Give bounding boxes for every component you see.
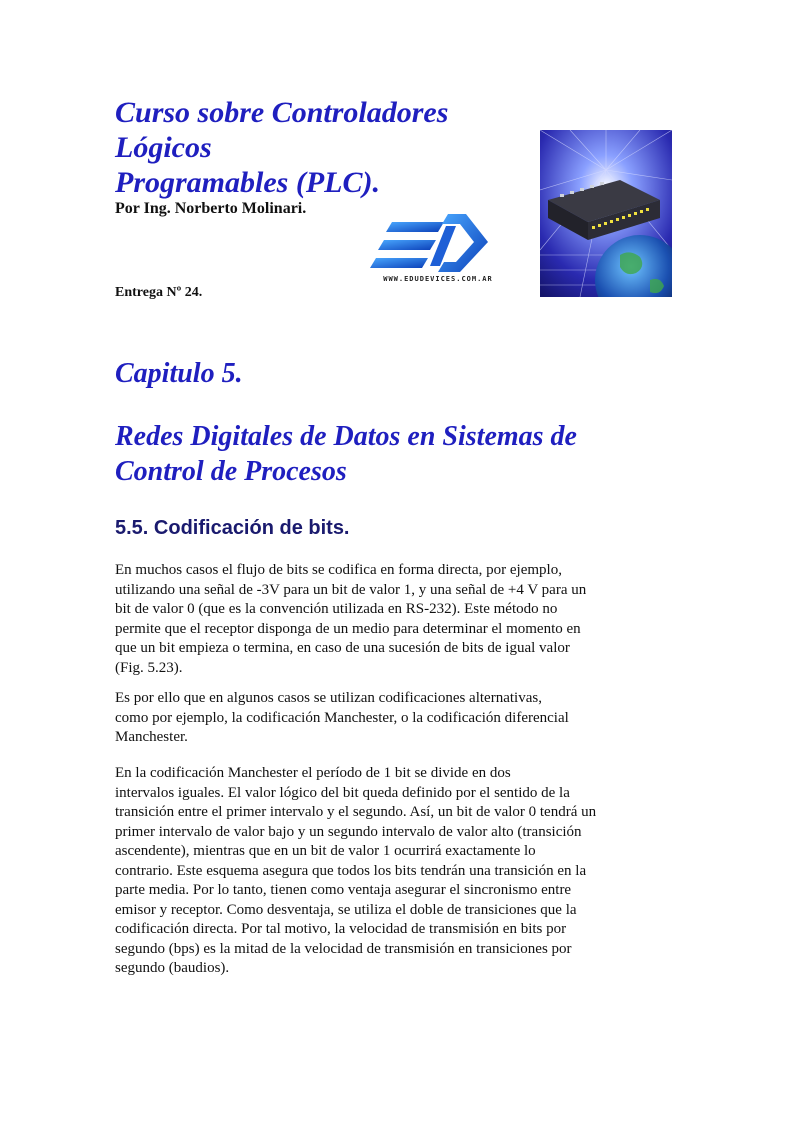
section-heading-line-2: Control de Procesos — [115, 456, 347, 487]
paragraph-line: segundo (baudios). — [115, 960, 230, 976]
paragraph-line: intervalos iguales. El valor lógico del bit queda definido por el sentido de la — [115, 784, 570, 801]
subsection-heading: 5.5. Codificación de bits. — [115, 517, 350, 539]
paragraph-line: Es por ello que en algunos casos se utilizan codificaciones alternativas, — [115, 690, 542, 706]
paragraph-line: primer intervalo de valor bajo y un segundo intervalo de valor alto (transición — [115, 823, 582, 840]
plc-globe-image — [540, 130, 672, 297]
paragraph-line: permite que el receptor disponga de un medio para determinar el momento en — [115, 620, 581, 637]
entrega-number: Entrega Nº 24. — [115, 285, 203, 300]
course-title-line-1: Curso sobre Controladores Lógicos — [115, 96, 449, 164]
course-title-line-2: Programables (PLC). — [115, 166, 380, 199]
paragraph-line: parte media. Por lo tanto, tienen como ventaja asegurar el sincronismo entre — [115, 882, 572, 898]
section-heading — [115, 419, 635, 489]
section-heading-line-1: Redes Digitales de Datos en Sistemas de — [115, 421, 577, 452]
paragraph-line: codificación directa. Por tal motivo, la velocidad de transmisión en bits por — [115, 921, 567, 937]
paragraph-line: En muchos casos el flujo de bits se codifica en forma directa, por ejemplo, — [115, 562, 562, 578]
paragraph-line: utilizando una señal de -3V para un bit de valor 1, y una señal de +4 V para un — [115, 581, 587, 598]
paragraph-line: bit de valor 0 (que es la convención utilizada en RS-232). Este método no — [115, 601, 558, 617]
paragraph-line: transición entre el primer intervalo y el segundo. Así, un bit de valor 0 tendrá un — [115, 804, 597, 820]
paragraph-line: como por ejemplo, la codificación Manchester, o la codificación diferencial — [115, 709, 569, 726]
paragraph-line: En la codificación Manchester el período de 1 bit se divide en dos — [115, 765, 511, 781]
chapter-heading: Capitulo 5. — [115, 358, 243, 389]
logo-caption: WWW.EDUDEVICES.COM.AR — [383, 275, 493, 283]
paragraph — [115, 764, 655, 979]
paragraph-line: ascendente), mientras que en un bit de valor 1 ocurrirá exactamente lo — [115, 843, 536, 859]
paragraph — [115, 561, 655, 678]
course-title — [115, 95, 545, 200]
paragraph-line: segundo (bps) es la mitad de la velocidad de transmisión en transiciones por — [115, 940, 572, 957]
paragraph-line: emisor y receptor. Como desventaja, se utiliza el doble de transiciones que la — [115, 901, 577, 918]
edudevices-logo — [362, 200, 514, 288]
plc-illustration — [540, 130, 672, 297]
author-line: Por Ing. Norberto Molinari. — [115, 200, 307, 217]
paragraph-line: que un bit empieza o termina, en caso de una sucesión de bits de igual valor — [115, 640, 570, 656]
paragraph-line: contrario. Este esquema asegura que todos los bits tendrán una transición en la — [115, 862, 587, 879]
paragraph-line: Manchester. — [115, 729, 188, 745]
paragraph-line: (Fig. 5.23). — [115, 659, 183, 676]
paragraph — [115, 689, 655, 748]
